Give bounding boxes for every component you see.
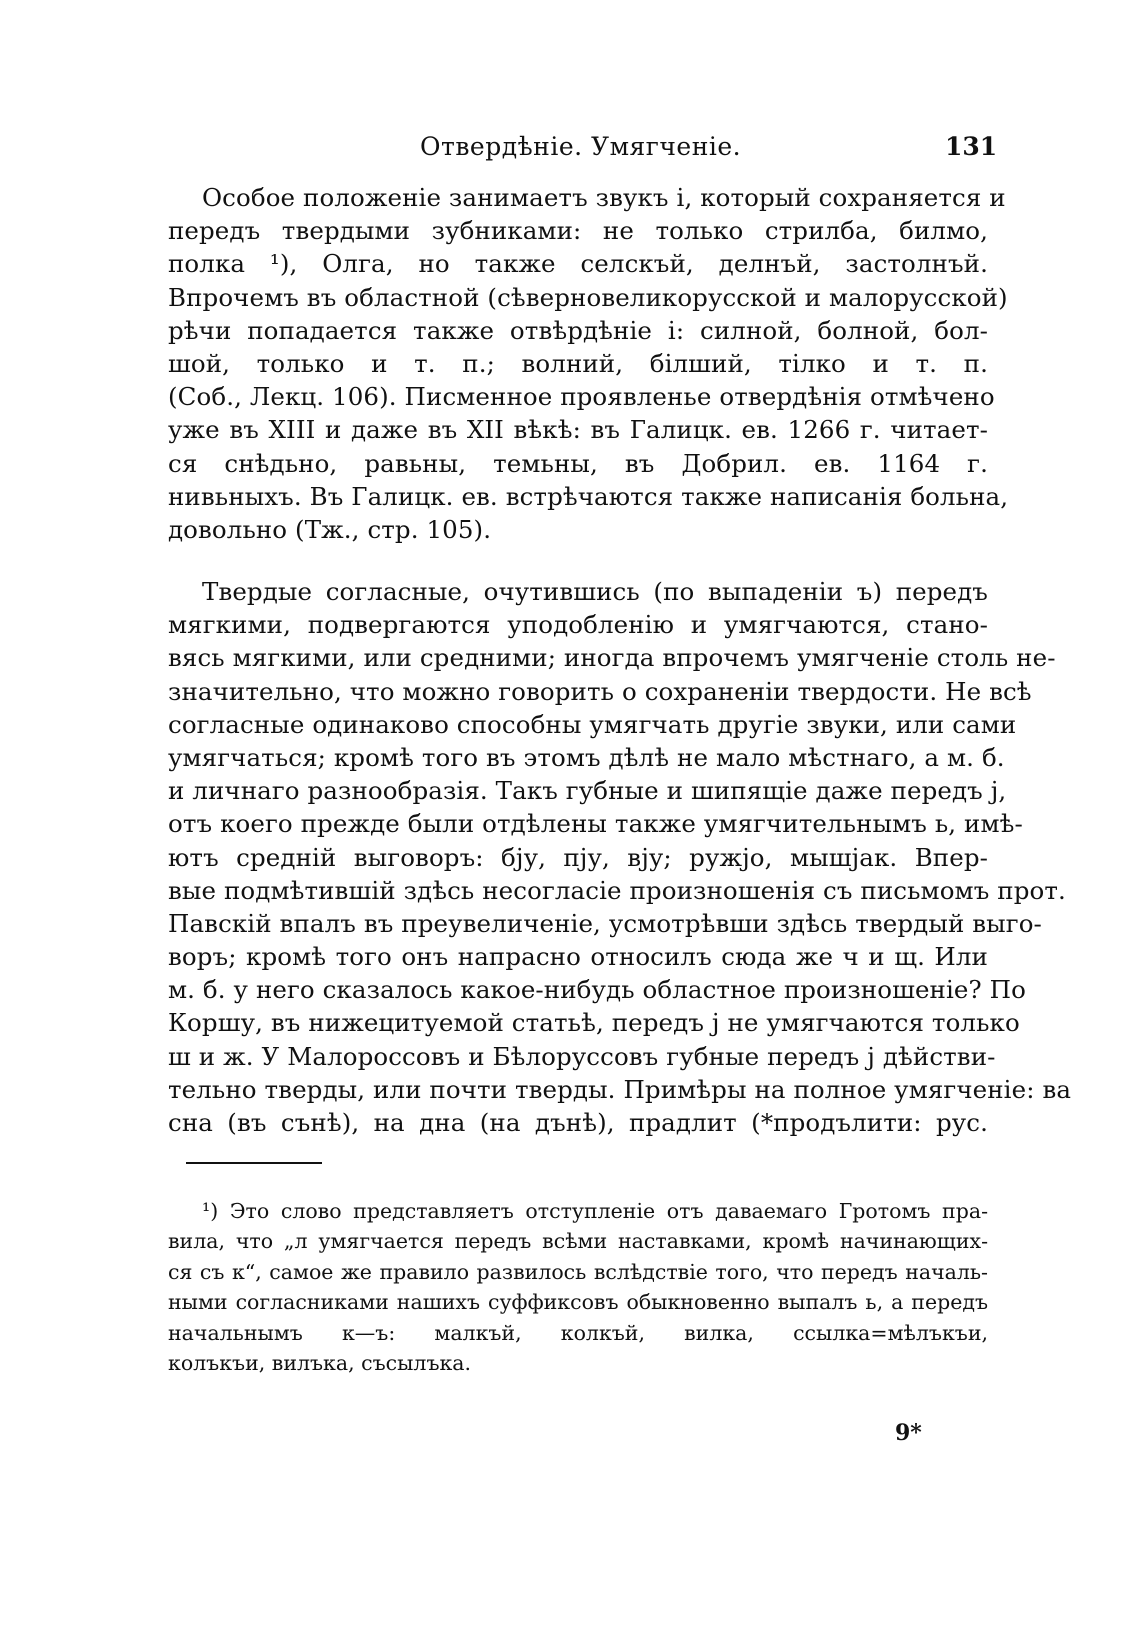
text-line: и личнаго разнообразія. Такъ губные и шипящіе даже передъ j, [168,776,1007,806]
paragraph-1 [168,181,1009,546]
text-line: воръ; кромѣ того онъ напрасно относилъ сюда же ч и щ. Или [168,942,988,972]
text-line: ш и ж. У Малороссовъ и Бѣлоруссовъ губные передъ j дѣйстви- [168,1041,996,1071]
footnote-line: колъкъи, вилъка, съсылъка. [168,1350,472,1375]
text-line: ся снѣдьно, равьны, темьны, въ Добрил. ев. 1164 г. [168,448,988,478]
text-line: вясь мягкими, или средними; иногда впрочемъ умягченіе столь не- [168,643,1056,673]
footnote-line: ¹) Это слово представляетъ отступленіе отъ даваемаго Гротомъ пра- [202,1199,988,1223]
text-line: согласные одинаково способны умягчать другіе звуки, или сами [168,709,1017,739]
text-line: (Соб., Лекц. 106). Писменное проявленье отвердѣнія отмѣчено [168,382,995,412]
text-line: Впрочемъ въ областной (сѣверновеликорусской и малорусской) [168,282,1008,312]
text-line: отъ коего прежде были отдѣлены также умягчительнымъ ь, имѣ- [168,809,1023,839]
footnote-divider [186,1162,322,1164]
page-number: 131 [945,132,998,161]
text-line: нивьныхъ. Въ Галицк. ев. встрѣчаются также написанія больна, [168,481,1009,511]
footnote [168,1196,988,1378]
text-line: тельно тверды, или почти тверды. Примѣры на полное умягченіе: ва [168,1074,1072,1104]
text-line: вые подмѣтившій здѣсь несогласіе произношенія съ письмомъ прот. [168,875,1066,905]
text-line: значительно, что можно говорить о сохраненіи твердости. Не всѣ [168,676,1032,706]
text-line: сна (въ сънѣ), на дна (на дънѣ), прадлит (*продълити: рус. [168,1108,988,1137]
text-line: Павскій впалъ въ преувеличеніе, усмотрѣвши здѣсь твердый выго- [168,908,1042,938]
text-line: уже въ XIII и даже въ XII вѣкѣ: въ Галицк. ев. 1266 г. читает- [168,415,988,445]
footnote-line: ными согласниками нашихъ суффиксовъ обыкновенно выпалъ ь, а передъ [168,1290,988,1315]
footnote-line: вила, что „л умягчается передъ всѣми наставками, кромѣ начинающих- [168,1229,988,1254]
text-line: Особое положеніе занимаетъ звукъ і, который сохраняется и [202,183,1006,212]
text-line: передъ твердыми зубниками: не только стрилба, билмо, [168,216,988,246]
footnote-line: начальнымъ к—ъ: малкъй, колкъй, вилка, ссылка=мѣлъкъи, [168,1320,988,1345]
paragraph-2 [168,575,1072,1139]
text-line: Коршу, въ нижецитуемой статьѣ, передъ j не умягчаются только [168,1008,1020,1038]
text-line: умягчаться; кромѣ того въ этомъ дѣлѣ не мало мѣстнаго, а м. б. [168,742,1005,772]
text-line: довольно (Тж., стр. 105). [168,514,492,544]
running-title: Отвердѣніе. Умягченіе. [420,132,742,161]
text-line: шой, только и т. п.; волний, білший, тілко и т. п. [168,348,988,378]
text-line: полка ¹), Олга, но также селскъй, делнъй, застолнъй. [168,249,988,279]
signature-mark: 9* [895,1420,922,1446]
text-line: ютъ средній выговоръ: бју, пју, вју; ружјо, мышјак. Впер- [168,842,988,872]
text-line: м. б. у него сказалось какое-нибудь областное произношеніе? По [168,975,1026,1005]
text-line: мягкими, подвергаются уподобленію и умягчаются, стано- [168,610,988,640]
footnote-line: ся съ к“, самое же правило развилось вслѣдствіе того, что передъ началь- [168,1259,988,1284]
text-line: Твердые согласные, очутившись (по выпаденіи ъ) передъ [202,577,988,606]
text-line: рѣчи попадается также отвѣрдѣніе і: силной, болной, бол- [168,315,988,345]
